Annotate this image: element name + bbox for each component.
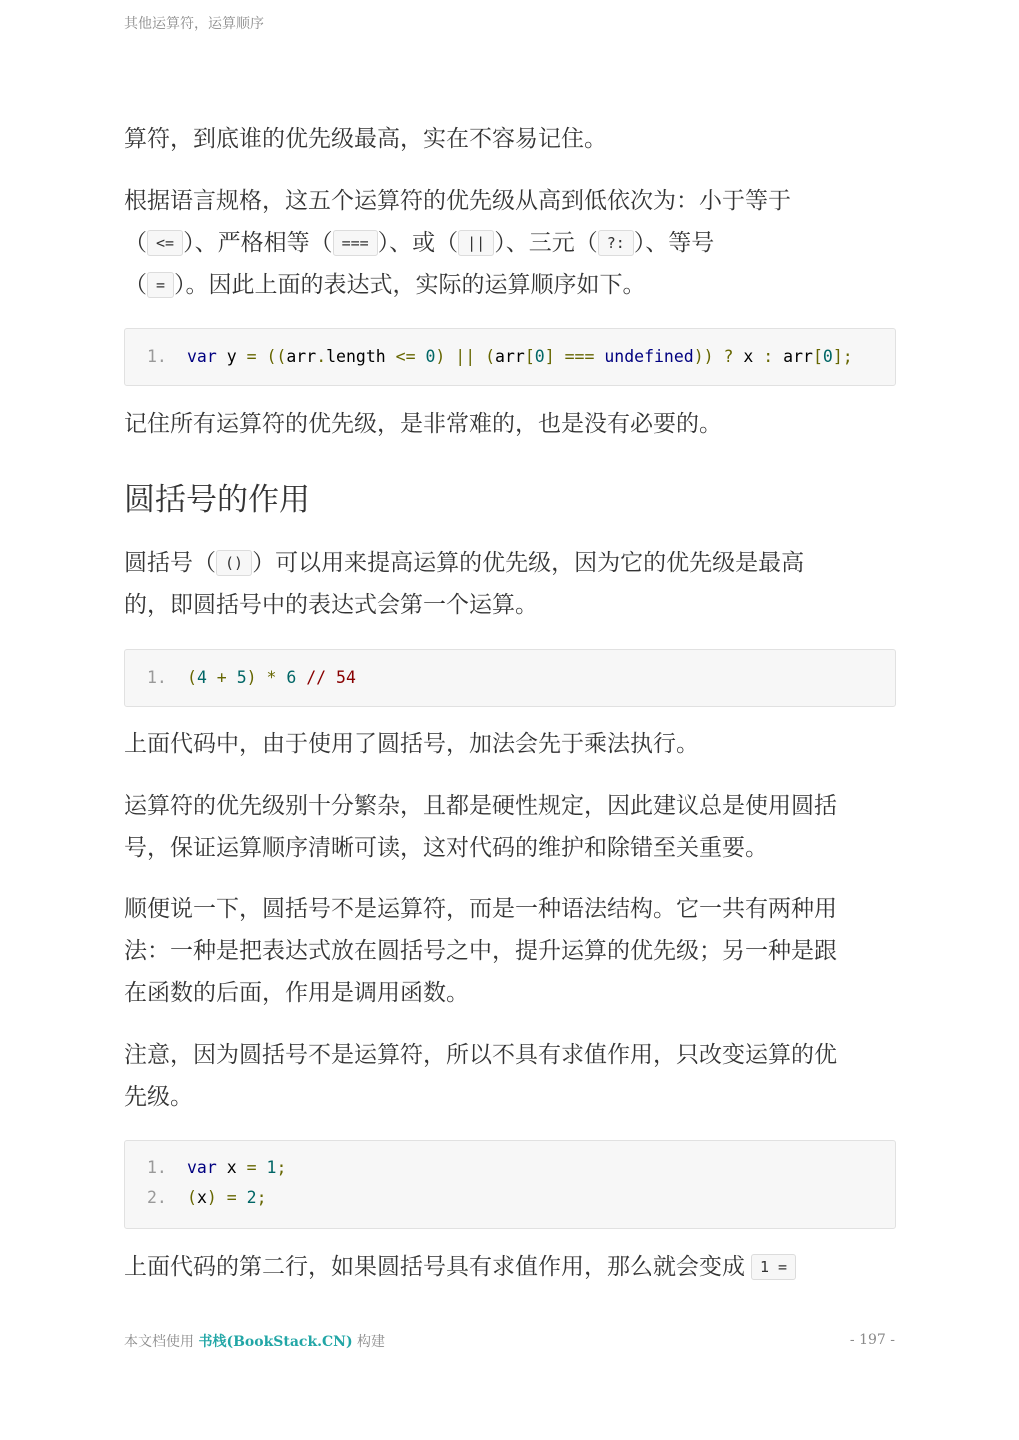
text-fragment: ）、或（ <box>377 230 459 256</box>
line-number: 1. <box>147 347 167 366</box>
code-token: 2 <box>246 1188 257 1207</box>
code-token: )) ? <box>693 347 744 366</box>
code-token: <= <box>385 347 426 366</box>
paragraph-line: 上面代码中，由于使用了圆括号，加法会先于乘法执行。 <box>124 731 699 757</box>
text-fragment: ）、三元（ <box>494 230 598 256</box>
code-token: = <box>246 347 257 366</box>
paragraph-line: 法：一种是把表达式放在圆括号之中，提升运算的优先级；另一种是跟 <box>124 938 837 964</box>
inline-code-or: || <box>458 230 494 256</box>
inline-code-parens: () <box>216 550 252 576</box>
code-token: [ <box>524 347 535 366</box>
text-fragment: 上面代码的第二行，如果圆括号具有求值作用，那么就会变成 <box>124 1254 745 1280</box>
code-token: arr <box>286 347 317 366</box>
code-token: [ <box>812 347 823 366</box>
code-token <box>237 1188 247 1207</box>
paragraph-parentheses <box>124 542 896 626</box>
code-line-1 <box>147 663 356 693</box>
code-token: + <box>206 668 237 687</box>
paragraph-line <box>124 264 896 306</box>
code-token: 0 <box>534 347 545 366</box>
paragraph-line: 的，即圆括号中的表达式会第一个运算。 <box>124 592 538 618</box>
code-line-1 <box>147 342 853 372</box>
paragraph-8 <box>124 1034 896 1118</box>
text-fragment: ）可以用来提高运算的优先级，因为它的优先级是最高 <box>252 550 805 576</box>
code-token: arr <box>495 347 525 366</box>
code-block-3 <box>124 1140 896 1229</box>
paragraph-line <box>124 222 896 264</box>
code-token: 0 <box>822 347 833 366</box>
text-fragment: （ <box>124 230 147 256</box>
section-heading: 圆括号的作用 <box>124 482 310 518</box>
page-number: - 197 - <box>849 1332 895 1348</box>
paragraph-6 <box>124 785 896 869</box>
code-token: var <box>187 347 217 366</box>
paragraph-3 <box>124 403 896 445</box>
paragraph-line: 先级。 <box>124 1084 193 1110</box>
code-token: var <box>187 1158 217 1177</box>
code-token: ( <box>187 668 197 687</box>
code-token: y <box>216 347 247 366</box>
paragraph-line: 记住所有运算符的优先级，是非常难的，也是没有必要的。 <box>124 411 722 437</box>
code-token <box>257 1158 267 1177</box>
running-header: 其他运算符，运算顺序 <box>124 16 264 32</box>
code-block-1 <box>124 328 896 386</box>
text-fragment: ）。因此上面的表达式，实际的运算顺序如下。 <box>174 272 646 298</box>
code-token: length <box>326 347 386 366</box>
footer-brand-link[interactable]: 书栈(BookStack.CN) <box>198 1334 353 1350</box>
code-token: 4 <box>196 668 207 687</box>
paragraph-line: 算符，到底谁的优先级最高，实在不容易记住。 <box>124 126 607 152</box>
footer-text: 本文档使用 <box>124 1334 199 1350</box>
code-token: ) * <box>246 668 287 687</box>
code-token: = <box>246 1158 257 1177</box>
inline-code-assign: = <box>147 272 174 298</box>
code-token: ] === <box>544 347 605 366</box>
footer-text: 构建 <box>352 1334 386 1350</box>
code-token: 1 <box>266 1158 277 1177</box>
paragraph-9 <box>124 1246 837 1288</box>
footer-credit <box>124 1331 385 1351</box>
code-token: . <box>316 347 327 366</box>
paragraph-1 <box>124 118 896 160</box>
line-number: 1. <box>147 1158 167 1177</box>
code-token: arr <box>783 347 813 366</box>
code-token: x <box>216 1158 247 1177</box>
line-number: 2. <box>147 1188 167 1207</box>
paragraph-line: 根据语言规格，这五个运算符的优先级从高到低依次为：小于等于 <box>124 188 791 214</box>
inline-code-strict-equal: === <box>333 230 378 256</box>
inline-code-truncated: 1 = <box>751 1254 796 1280</box>
paragraph-precedence-order <box>124 180 896 306</box>
code-token: ) <box>206 1188 227 1207</box>
code-token: ; <box>276 1158 287 1177</box>
code-token: (( <box>256 347 287 366</box>
code-token <box>296 668 306 687</box>
paragraph-5 <box>124 723 896 765</box>
text-fragment: 圆括号（ <box>124 550 216 576</box>
paragraph-line <box>124 542 896 584</box>
code-token: = <box>226 1188 237 1207</box>
code-block-2 <box>124 649 896 707</box>
text-fragment: ）、严格相等（ <box>183 230 333 256</box>
paragraph-line: 顺便说一下，圆括号不是运算符，而是一种语法结构。它一共有两种用 <box>124 896 837 922</box>
code-line-2 <box>147 1183 267 1213</box>
inline-code-ternary: ?: <box>598 230 634 256</box>
code-token: 0 <box>425 347 436 366</box>
code-token: x <box>743 347 754 366</box>
text-fragment: ）、等号 <box>633 230 715 256</box>
paragraph-line: 注意，因为圆括号不是运算符，所以不具有求值作用，只改变运算的优 <box>124 1042 837 1068</box>
text-fragment: （ <box>124 272 147 298</box>
paragraph-line: 号，保证运算顺序清晰可读，这对代码的维护和除错至关重要。 <box>124 835 768 861</box>
code-token: ( <box>187 1188 197 1207</box>
code-token: x <box>196 1188 207 1207</box>
code-token: ) || ( <box>435 347 496 366</box>
paragraph-line: 在函数的后面，作用是调用函数。 <box>124 980 469 1006</box>
paragraph-line <box>124 1246 837 1288</box>
code-token: ; <box>256 1188 267 1207</box>
code-token: 6 <box>286 668 297 687</box>
code-line-1 <box>147 1153 286 1183</box>
code-token: 5 <box>236 668 247 687</box>
paragraph-7 <box>124 888 896 1014</box>
code-token: undefined <box>604 347 694 366</box>
code-token: : <box>753 347 784 366</box>
paragraph-line: 运算符的优先级别十分繁杂，且都是硬性规定，因此建议总是使用圆括 <box>124 793 837 819</box>
line-number: 1. <box>147 668 167 687</box>
inline-code-le: <= <box>147 230 183 256</box>
code-token: ]; <box>832 347 853 366</box>
code-comment: // 54 <box>306 668 356 687</box>
